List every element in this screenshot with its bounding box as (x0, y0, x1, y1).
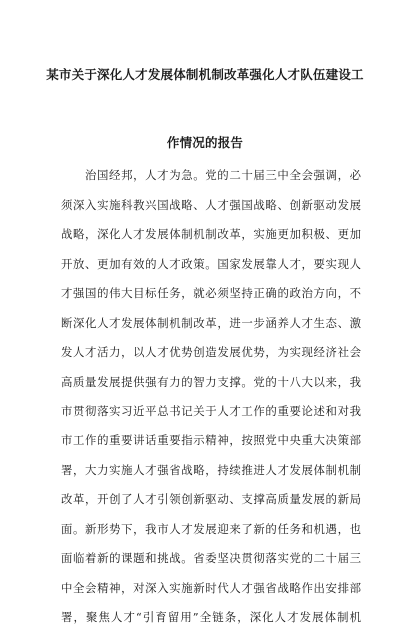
body-line: 署，聚焦人才“引育留用”全链条，深化人才发展体制机 (61, 610, 361, 624)
body-line: 市贯彻落实习近平总书记关于人才工作的重要论述和对我 (61, 404, 361, 418)
body-line: 面临着新的课题和挑战。省委坚决贯彻落实党的二十届三 (61, 551, 361, 565)
body-line: 面。新形势下，我市人才发展迎来了新的任务和机遇，也 (61, 522, 361, 536)
body-line: 须深入实施科教兴国战略、人才强国战略、创新驱动发展 (61, 198, 361, 212)
document-title-line-2: 作情况的报告 (166, 135, 244, 150)
body-line: 改革，开创了人才引领创新驱动、支撑高质量发展的新局 (61, 492, 361, 506)
body-line: 开放、更加有效的人才政策。国家发展靠人才，要实现人 (61, 257, 361, 271)
body-line: 断深化人才发展体制机制改革，进一步涵养人才生态、激 (61, 316, 361, 330)
body-line: 高质量发展提供强有力的智力支撑。党的十八大以来，我 (61, 375, 361, 389)
body-line: 署，大力实施人才强省战略，持续推进人才发展体制机制 (61, 463, 361, 477)
body-line: 治国经邦，人才为急。党的二十届三中全会强调，必 (85, 168, 361, 182)
body-line: 中全会精神，对深入实施新时代人才强省战略作出安排部 (61, 581, 361, 595)
document-title-line-1: 某市关于深化人才发展体制机制改革强化人才队伍建设工 (46, 67, 364, 82)
body-line: 战略，深化人才发展体制机制改革，实施更加积极、更加 (61, 227, 361, 241)
body-line: 发人才活力，以人才优势创造发展优势，为实现经济社会 (61, 345, 361, 359)
body-line: 市工作的重要讲话重要指示精神，按照党中央重大决策部 (61, 433, 361, 447)
body-line: 才强国的伟大目标任务，就必须坚持正确的政治方向，不 (61, 286, 361, 300)
